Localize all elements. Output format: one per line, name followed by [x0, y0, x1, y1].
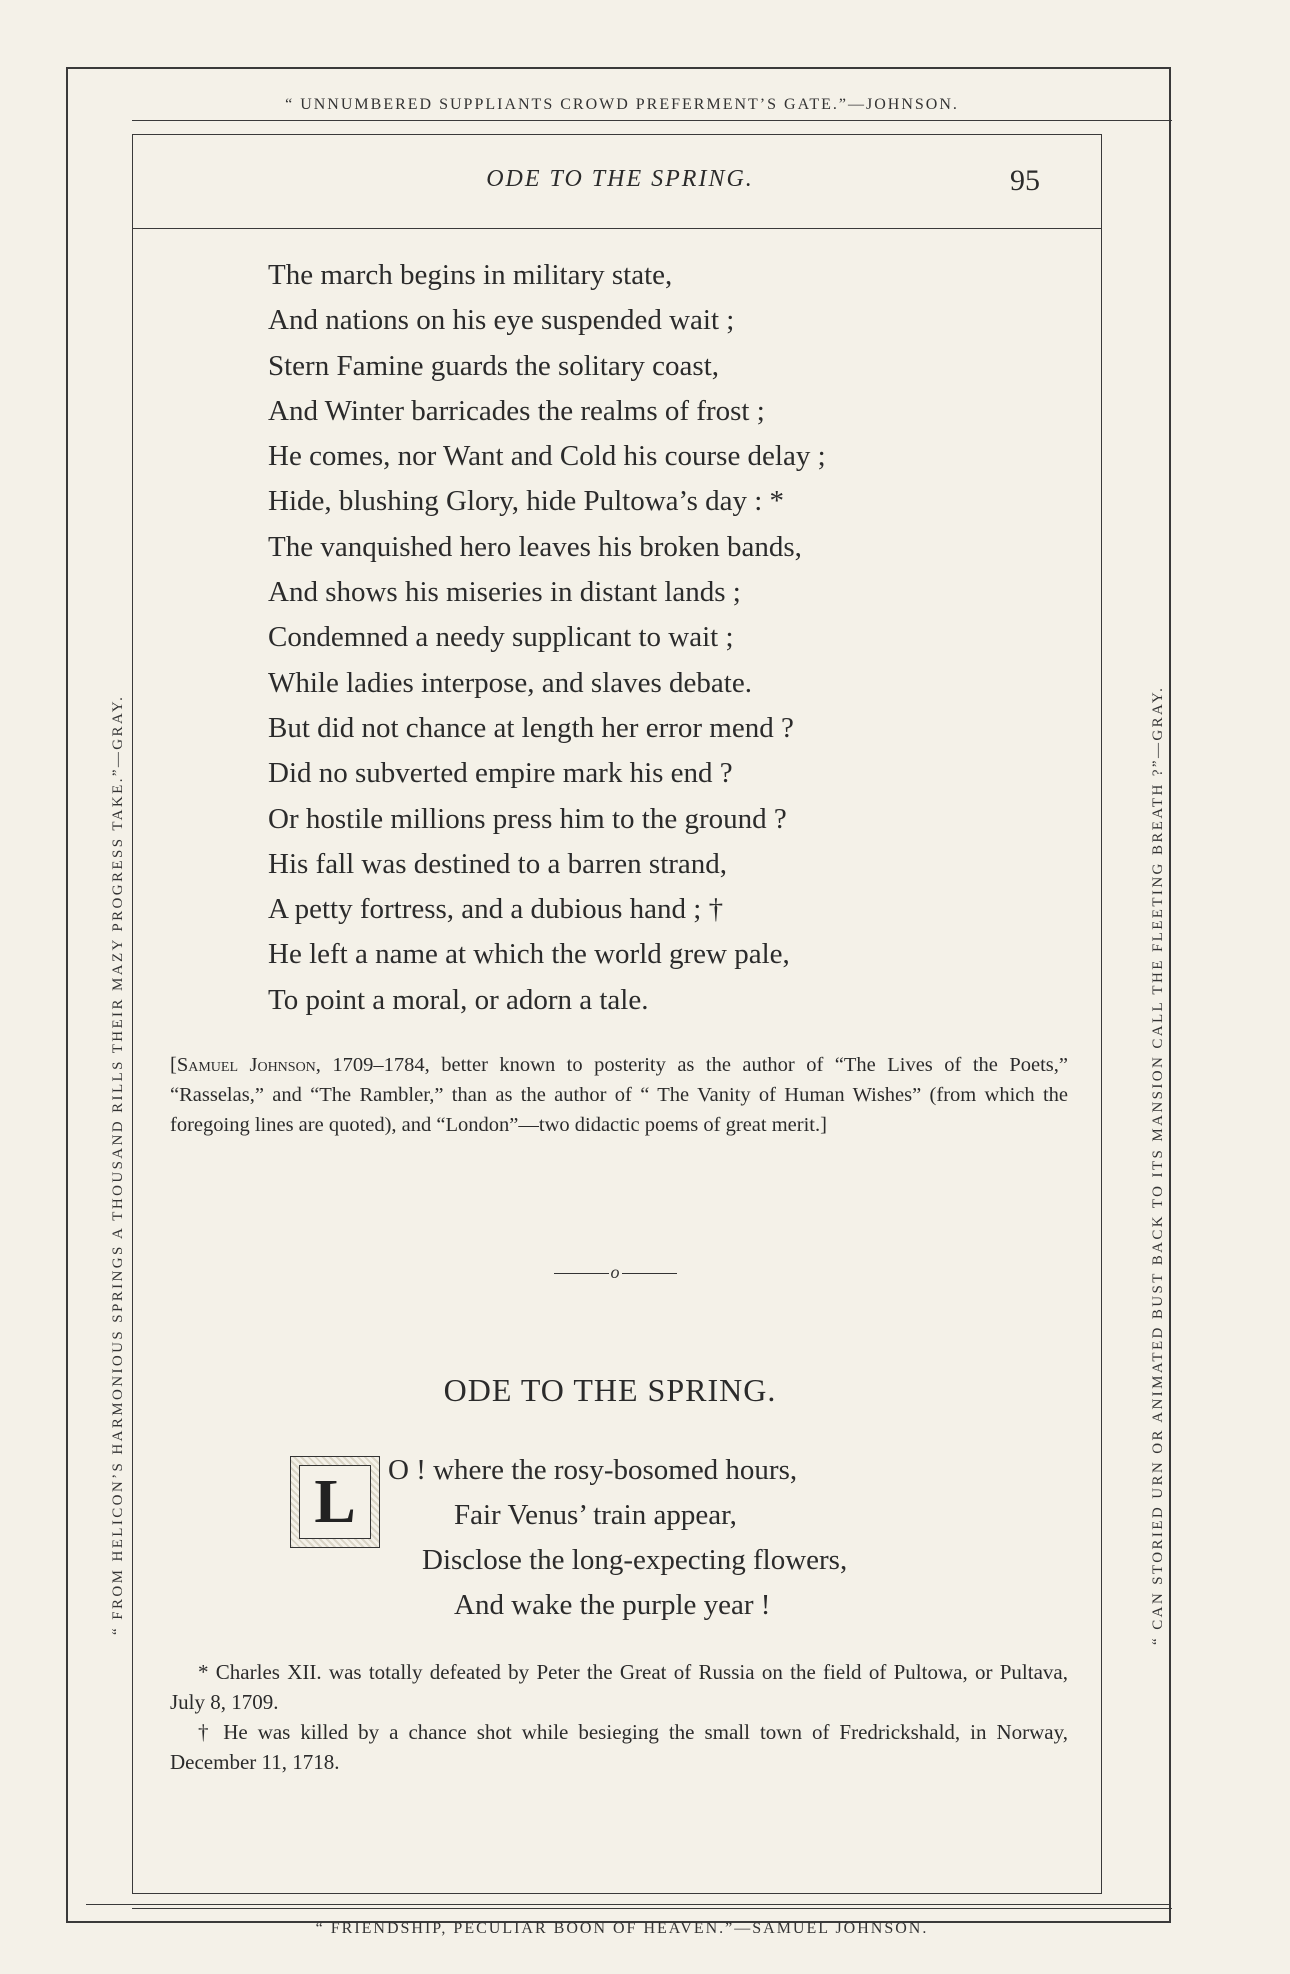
decorative-initial	[290, 1456, 380, 1548]
poem-line: And Winter barricades the realms of frost ;	[268, 394, 765, 427]
poem-line: Condemned a needy supplicant to wait ;	[268, 621, 734, 654]
footnote: * Charles XII. was totally defeated by Peter the Great of Russia on the field of Pultowa, or Pultava, July 8, 1709.	[170, 1660, 1068, 1714]
poem-line: While ladies interpose, and slaves debate.	[268, 666, 752, 699]
author-biography	[170, 1050, 1068, 1140]
poem-line: He left a name at which the world grew pale,	[268, 938, 790, 971]
footnotes	[170, 1657, 1068, 1777]
decorative-initial-letter: L	[299, 1465, 371, 1539]
bio-open-bracket: [	[170, 1054, 177, 1076]
top-rule	[132, 120, 1172, 121]
ode-stanza	[388, 1448, 1028, 1628]
poem-line: Stern Famine guards the solitary coast,	[268, 349, 720, 382]
poem-line: And shows his miseries in distant lands ;	[268, 576, 741, 609]
border-quote-left: “ FROM HELICON’S HARMONIOUS SPRINGS A THOUSAND RILLS THEIR MAZY PROGRESS TAKE.”—GRAY.	[110, 694, 126, 1635]
bio-text: , 1709–1784, better known to posterity as the author of “The Lives of the Poets,” “Rasselas,” and “The Rambler,” than as the author of “ The Vanity of Human Wishes” (from which the foregoing lines are quoted), and “London”—two didactic poems of great merit.]	[170, 1054, 1068, 1136]
poem-line: Hide, blushing Glory, hide Pultowa’s day : *	[268, 485, 785, 518]
border-quote-top: “ UNNUMBERED SUPPLIANTS CROWD PREFERMENT’S GATE.”—JOHNSON.	[285, 96, 959, 113]
poem-line: The vanquished hero leaves his broken bands,	[268, 530, 802, 563]
poem-line: A petty fortress, and a dubious hand ; †	[268, 893, 724, 926]
page-number: 95	[1010, 164, 1040, 197]
poem-line: The march begins in military state,	[268, 259, 673, 291]
poem-line: His fall was destined to a barren strand,	[268, 847, 728, 880]
poem-line: Did no subverted empire mark his end ?	[268, 757, 733, 790]
header-rule	[132, 228, 1102, 229]
section-separator	[540, 1262, 690, 1283]
ode-line: Fair Venus’ train appear,	[454, 1499, 737, 1531]
poem-line: Or hostile millions press him to the ground ?	[268, 802, 787, 835]
poem-line: To point a moral, or adorn a tale.	[268, 983, 649, 1016]
poem-line: But did not chance at length her error mend ?	[268, 711, 794, 744]
footnote: † He was killed by a chance shot while besieging the small town of Fredrickshald, in Norway, December 11, 1718.	[170, 1720, 1068, 1774]
poem-excerpt	[268, 253, 1028, 1023]
bio-author-name: Samuel Johnson	[176, 1054, 316, 1076]
ode-title: ODE TO THE SPRING.	[443, 1372, 777, 1408]
running-title: ODE TO THE SPRING.	[486, 166, 754, 192]
poem-line: He comes, nor Want and Cold his course delay ;	[268, 440, 826, 473]
separator-mark: o	[610, 1262, 620, 1282]
bottom-rule	[132, 1908, 1172, 1909]
separator-rule-right	[622, 1273, 677, 1274]
border-quote-right: “ CAN STORIED URN OR ANIMATED BUST BACK TO ITS MANSION CALL THE FLEETING BREATH ?”—GRAY.	[1150, 685, 1166, 1645]
border-quote-bottom: “ FRIENDSHIP, PECULIAR BOON OF HEAVEN.”—SAMUEL JOHNSON.	[315, 1920, 929, 1937]
poem-line: And nations on his eye suspended wait ;	[268, 304, 735, 337]
ode-line: O ! where the rosy-bosomed hours,	[388, 1454, 798, 1486]
ode-line: Disclose the long-expecting flowers,	[422, 1544, 848, 1576]
separator-rule-left	[554, 1273, 609, 1274]
ode-line: And wake the purple year !	[454, 1589, 771, 1621]
